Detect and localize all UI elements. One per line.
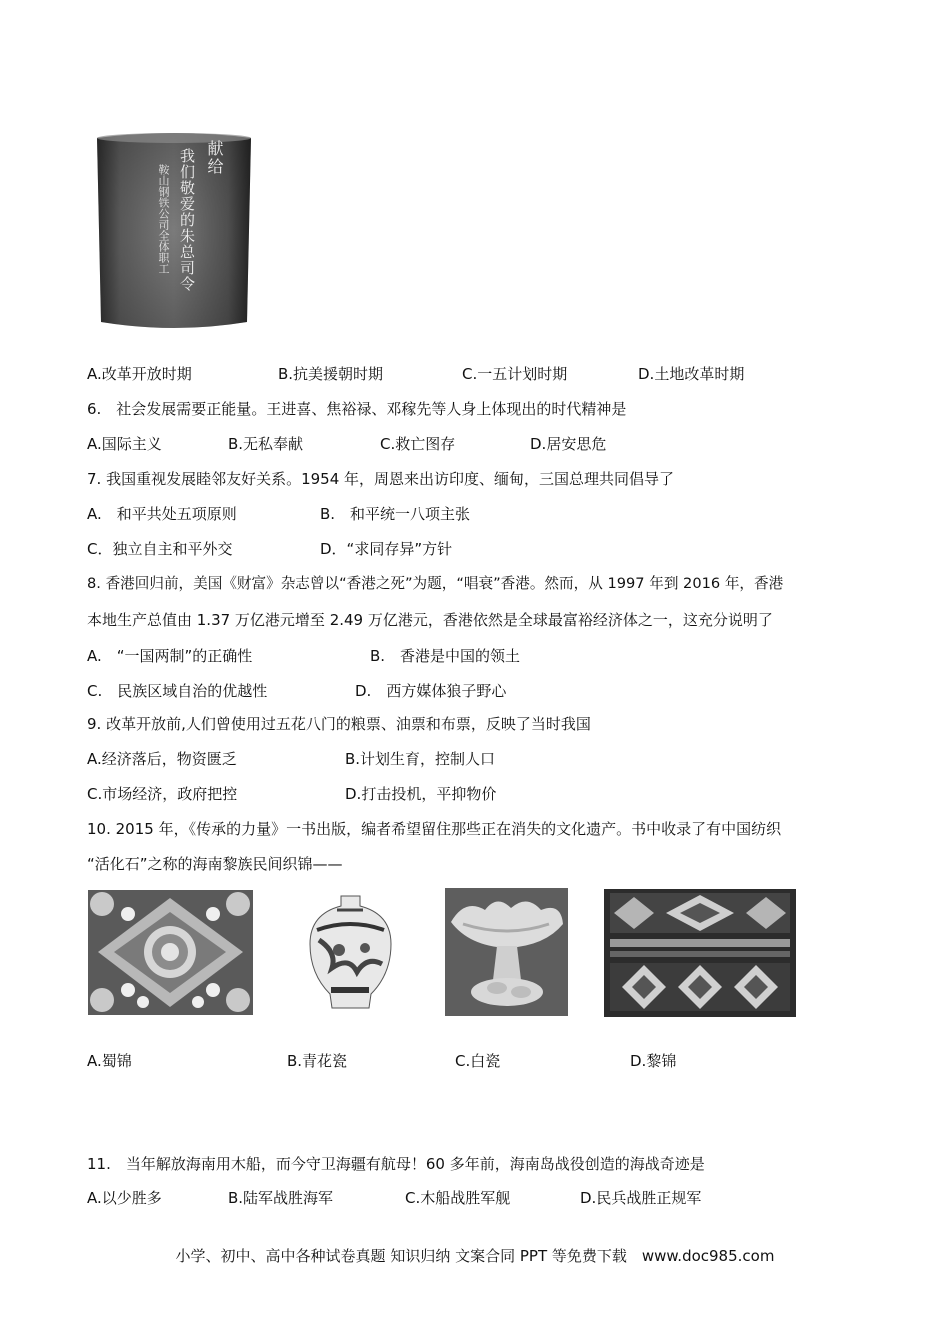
li-brocade-image xyxy=(604,889,796,1017)
q5-option-b: B.抗美援朝时期 xyxy=(278,365,384,383)
q7-stem: 7. 我国重视发展睦邻友好关系。1954 年，周恩来出访印度、缅甸，三国总理共同倡导了 xyxy=(87,470,675,488)
q8-option-b: B. 香港是中国的领土 xyxy=(370,647,521,665)
inscription-col-3: 鞍山钢铁公司全体职工 xyxy=(157,164,170,274)
q8-option-d: D. 西方媒体狼子野心 xyxy=(355,682,507,700)
q7-option-c: C．独立自主和平外交 xyxy=(87,540,233,558)
q5-option-a: A.改革开放时期 xyxy=(87,365,192,383)
q10-stem-line1: 10. 2015 年，《传承的力量》一书出版，编者希望留住那些正在消失的文化遗产。书中收录了有中国纺织 xyxy=(87,820,782,838)
brush-pot-photo xyxy=(93,130,255,330)
q11-option-b: B.陆军战胜海军 xyxy=(228,1189,334,1207)
q10-stem-line2: “活化石”之称的海南黎族民间织锦—— xyxy=(87,855,343,873)
q10-option-a: A.蜀锦 xyxy=(87,1052,132,1070)
inscription-col-2: 我们敬爱的朱总司令 xyxy=(178,148,196,292)
q9-option-c: C.市场经济，政府把控 xyxy=(87,785,238,803)
q9-option-d: D.打击投机，平抑物价 xyxy=(345,785,497,803)
q6-option-d: D.居安思危 xyxy=(530,435,607,453)
q7-option-b: B. 和平统一八项主张 xyxy=(320,505,471,523)
q5-option-c: C.一五计划时期 xyxy=(462,365,568,383)
white-porcelain-image xyxy=(445,888,568,1016)
q6-stem: 6. 社会发展需要正能量。王进喜、焦裕禄、邓稼先等人身上体现出的时代精神是 xyxy=(87,400,627,418)
q5-option-d: D.土地改革时期 xyxy=(638,365,745,383)
q8-option-a: A. “一国两制”的正确性 xyxy=(87,647,253,665)
q6-option-b: B.无私奉献 xyxy=(228,435,304,453)
q9-option-a: A.经济落后，物资匮乏 xyxy=(87,750,237,768)
q11-option-a: A.以少胜多 xyxy=(87,1189,162,1207)
q10-option-c: C.白瓷 xyxy=(455,1052,501,1070)
page-footer: 小学、初中、高中各种试卷真题 知识归纳 文案合同 PPT 等免费下载 www.doc985.com xyxy=(175,1247,775,1265)
q11-option-d: D.民兵战胜正规军 xyxy=(580,1189,702,1207)
blue-white-porcelain-image xyxy=(287,890,414,1018)
q9-stem: 9. 改革开放前,人们曾使用过五花八门的粮票、油票和布票，反映了当时我国 xyxy=(87,715,591,733)
brush-pot-illustration xyxy=(93,130,255,330)
q10-option-b: B.青花瓷 xyxy=(287,1052,348,1070)
q11-stem: 11. 当年解放海南用木船，而今守卫海疆有航母！60 多年前，海南岛战役创造的海战奇迹是 xyxy=(87,1155,705,1173)
q8-option-c: C. 民族区域自治的优越性 xyxy=(87,682,268,700)
q8-stem-line2: 本地生产总值由 1.37 万亿港元增至 2.49 万亿港元，香港依然是全球最富裕经济体之一，这充分说明了 xyxy=(87,611,773,629)
q9-option-b: B.计划生育，控制人口 xyxy=(345,750,496,768)
q6-option-a: A.国际主义 xyxy=(87,435,162,453)
q7-option-d: D．“求同存异”方针 xyxy=(320,540,453,558)
inscription-col-1: 献给 xyxy=(205,140,224,176)
q7-option-a: A. 和平共处五项原则 xyxy=(87,505,237,523)
q11-option-c: C.木船战胜军舰 xyxy=(405,1189,511,1207)
q6-option-c: C.救亡图存 xyxy=(380,435,456,453)
q10-option-d: D.黎锦 xyxy=(630,1052,677,1070)
shu-brocade-image xyxy=(88,890,253,1015)
q8-stem-line1: 8. 香港回归前，美国《财富》杂志曾以“香港之死”为题，“唱衰”香港。然而，从 1997 年到 2016 年，香港 xyxy=(87,575,784,592)
